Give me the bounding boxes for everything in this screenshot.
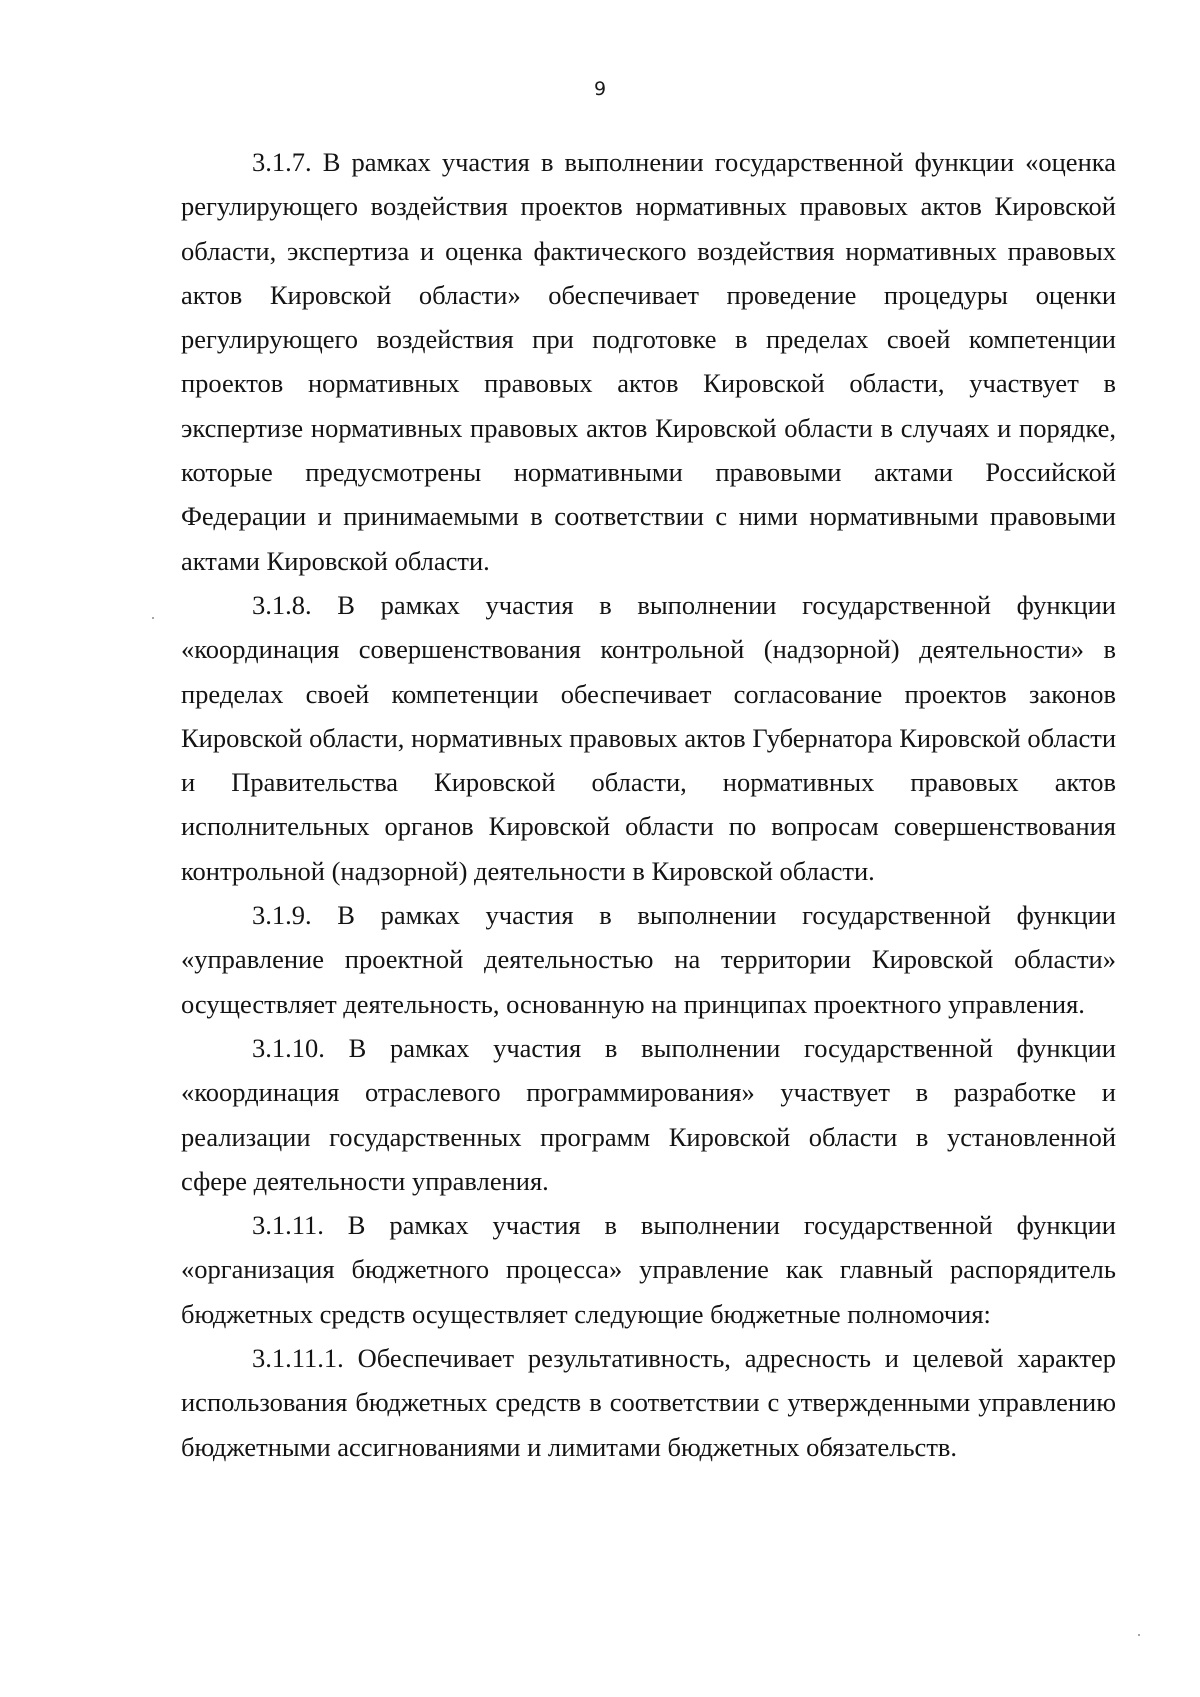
paragraph-3-1-11: 3.1.11. В рамках участия в выполнении государственной функции «организация бюджетного процесса» управление как главный распорядитель бюджетных средств осуществляет следующие бюджетные полномочия: [181,1210,1116,1329]
document-body [181,140,1116,1469]
scan-speck [152,617,154,619]
paragraph-3-1-7: 3.1.7. В рамках участия в выполнении государственной функции «оценка регулирующего воздействия проектов нормативных правовых актов Кировской области, экспертиза и оценка фактического воздействия нормативных правовых актов Кировской области» обеспечивает проведение процедуры оценки регулирующего воздействия при подготовке в пределах своей компетенции проектов нормативных правовых актов Кировской области, участвует в экспертизе нормативных правовых актов Кировской области в случаях и порядке, которые предусмотрены нормативными правовыми актами Российской Федерации и принимаемыми в соответствии с ними нормативными правовыми актами Кировской области. [181,147,1116,576]
scan-speck [1138,1634,1140,1636]
page-number: 9 [593,78,607,100]
paragraph-3-1-10: 3.1.10. В рамках участия в выполнении государственной функции «координация отраслевого программирования» участвует в разработке и реализации государственных программ Кировской области в установленной сфере деятельности управления. [181,1032,1116,1196]
paragraph-3-1-9: 3.1.9. В рамках участия в выполнении государственной функции «управление проектной деятельностью на территории Кировской области» осуществляет деятельность, основанную на принципах проектного управления. [181,900,1116,1019]
paragraph-3-1-11-1: 3.1.11.1. Обеспечивает результативность, адресность и целевой характер использования бюджетных средств в соответствии с утвержденными управлению бюджетными ассигнованиями и лимитами бюджетных обязательств. [181,1343,1116,1462]
paragraph-3-1-8: 3.1.8. В рамках участия в выполнении государственной функции «координация совершенствования контрольной (надзорной) деятельности» в пределах своей компетенции обеспечивает согласование проектов законов Кировской области, нормативных правовых актов Губернатора Кировской области и Правительства Кировской области, нормативных правовых актов исполнительных органов Кировской области по вопросам совершенствования контрольной (надзорной) деятельности в Кировской области. [181,589,1116,886]
